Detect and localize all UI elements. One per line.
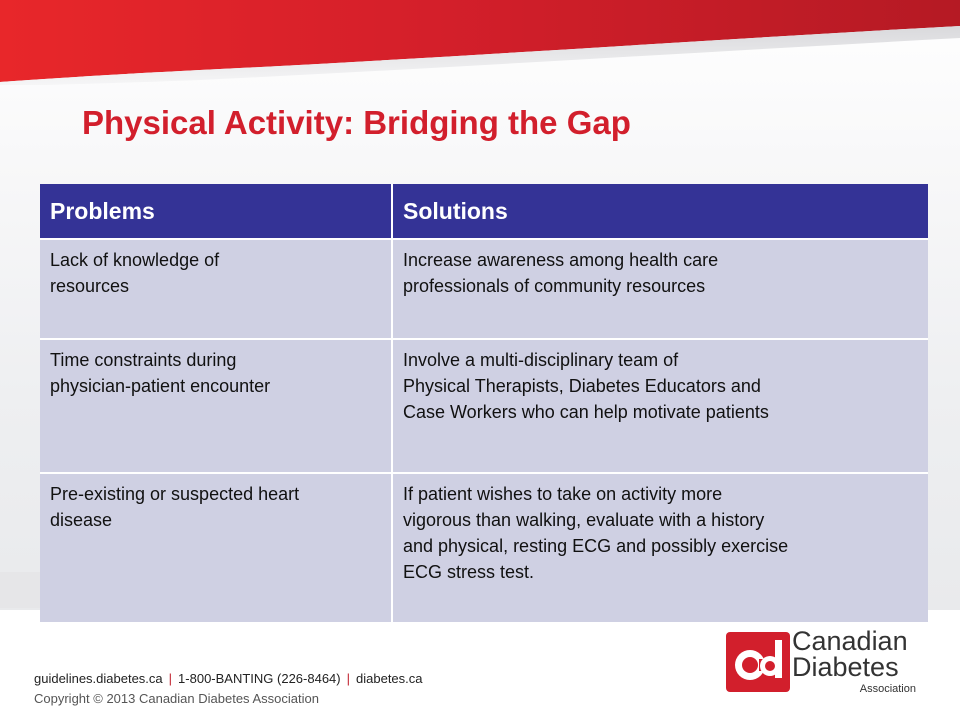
- cda-logo: [726, 626, 926, 702]
- table-row: [40, 473, 928, 623]
- solution-text: Increase awareness among health care professionals of community resources: [403, 250, 719, 296]
- header-problems: Problems: [40, 184, 392, 239]
- footer-website-link[interactable]: guidelines.diabetes.ca: [34, 671, 163, 686]
- logo-word-canadian: Canadian: [792, 626, 908, 656]
- left-accent-strip: [0, 572, 40, 608]
- problems-solutions-table: [40, 184, 928, 624]
- cda-logo-mark-icon: [726, 632, 790, 692]
- solution-text: Involve a multi-disciplinary team of Physical Therapists, Diabetes Educators and Case Workers who can help motivate patients: [403, 350, 769, 422]
- solution-cell: [392, 339, 928, 473]
- solution-cell: [392, 239, 928, 339]
- logo-word-association: Association: [859, 683, 916, 695]
- footer-phone: 1-800-BANTING (226-8464): [178, 671, 341, 686]
- top-red-banner: [0, 0, 960, 85]
- cda-logo-wordmark: [792, 628, 926, 695]
- problem-text: Pre-existing or suspected heart disease: [50, 484, 300, 530]
- footer-links: [34, 671, 423, 686]
- problem-text: Time constraints during physician-patient encounter: [50, 350, 271, 396]
- slide-title: Physical Activity: Bridging the Gap: [82, 104, 631, 141]
- solution-text: If patient wishes to take on activity more vigorous than walking, evaluate with a history and physical, resting ECG and possibly exercise ECG stress test.: [403, 484, 789, 582]
- table-row: [40, 339, 928, 473]
- table-row: [40, 239, 928, 339]
- footer-site-link[interactable]: diabetes.ca: [356, 671, 423, 686]
- problem-text: Lack of knowledge of resources: [50, 250, 220, 296]
- footer-separator: |: [346, 671, 351, 686]
- header-solutions: Solutions: [392, 184, 928, 239]
- solution-cell: [392, 473, 928, 623]
- logo-word-diabetes: Diabetes: [792, 652, 899, 682]
- problem-cell: [40, 473, 392, 623]
- problem-cell: [40, 339, 392, 473]
- problem-cell: [40, 239, 392, 339]
- copyright-notice: Copyright © 2013 Canadian Diabetes Association: [34, 691, 319, 706]
- table-header-row: [40, 184, 928, 239]
- footer-separator: |: [168, 671, 173, 686]
